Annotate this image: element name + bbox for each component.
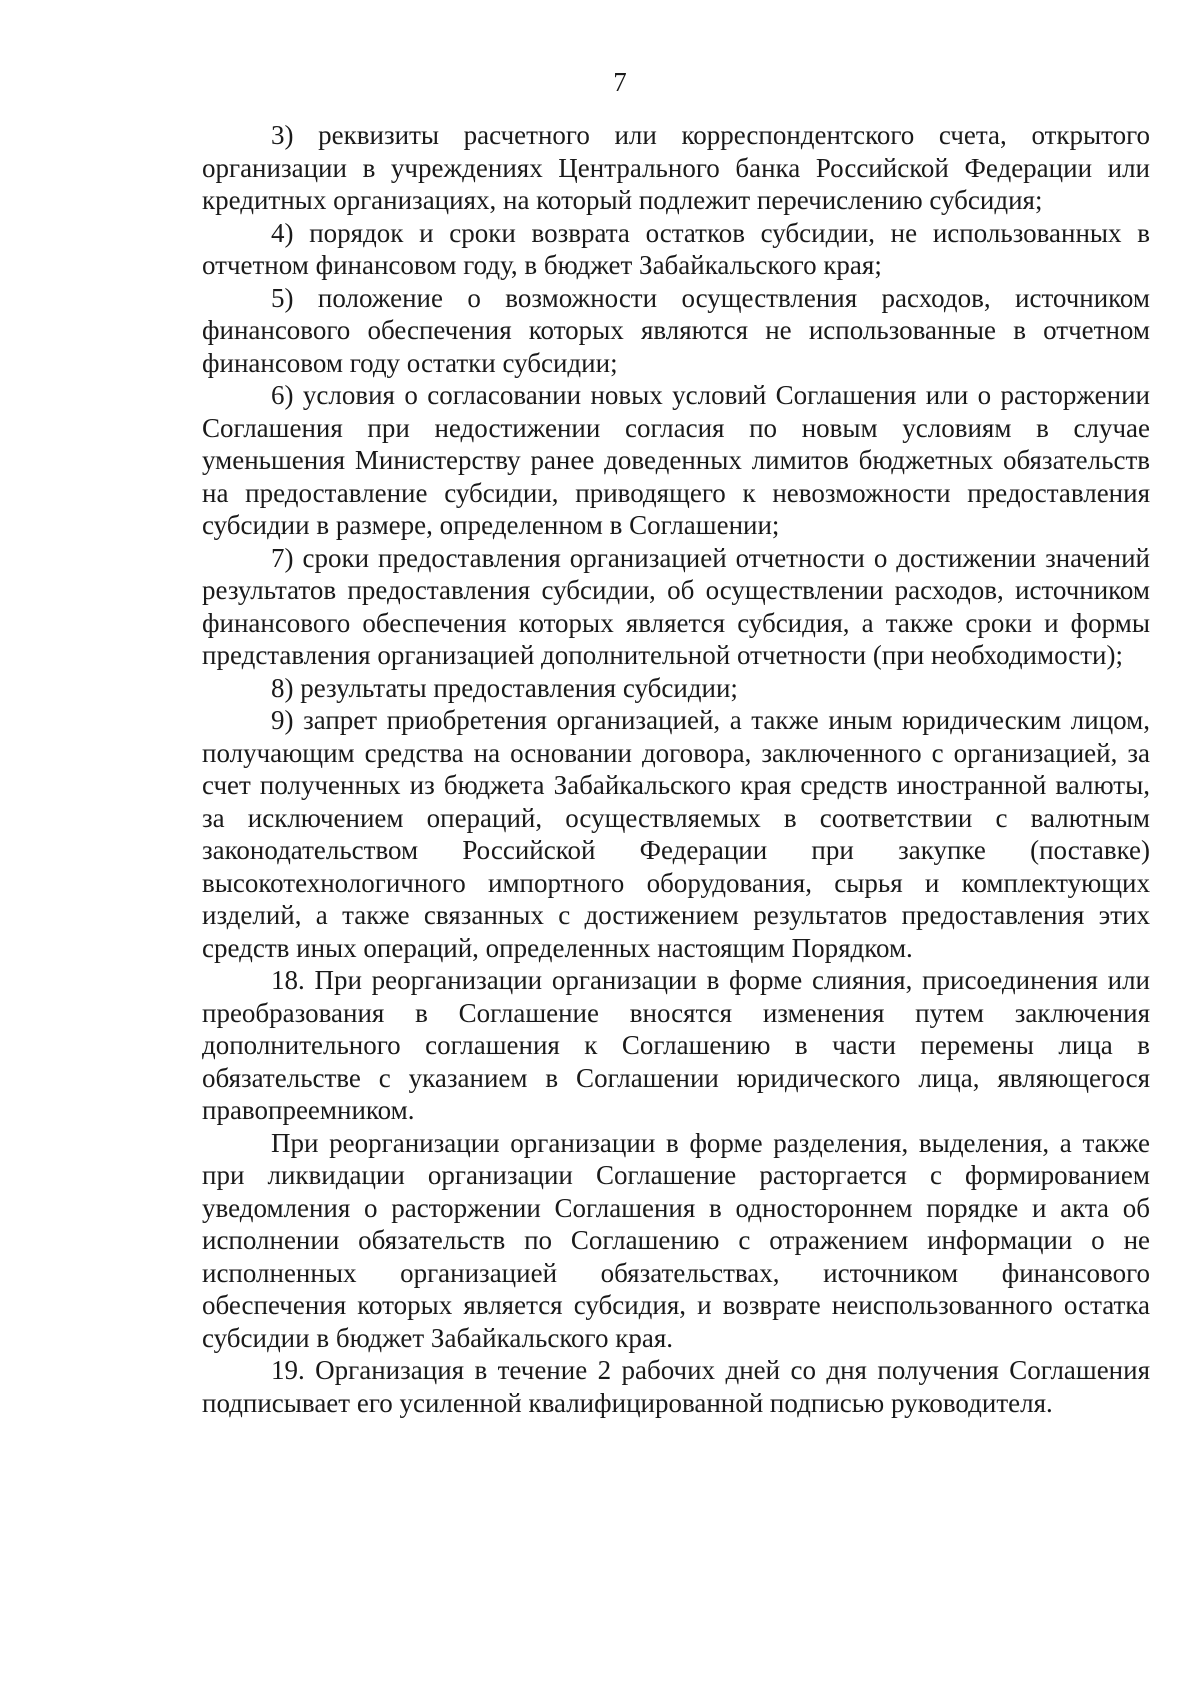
paragraph-item-9: 9) запрет приобретения организацией, а также иным юридическим лицом, получающим средства на основании договора, заключенного с организацией, за счет полученных из бюджета Забайкальского края средств иностранной валюты, за исключением операций, осуществляемых в соответствии с валютным законодательством Российской Федерации при закупке (поставке) высокотехнологичного импортного оборудования, сырья и комплектующих изделий, а также связанных с достижением результатов предоставления этих средств иных операций, определенных настоящим Порядком.: [202, 705, 1150, 963]
paragraph-clause-19: 19. Организация в течение 2 рабочих дней со дня получения Соглашения подписывает его усиленной квалифицированной подписью руководителя.: [202, 1355, 1150, 1418]
document-body: [202, 119, 1150, 1419]
paragraph-item-3: 3) реквизиты расчетного или корреспондентского счета, открытого организации в учреждениях Центрального банка Российской Федерации или кредитных организациях, на который подлежит перечислению субсидия;: [202, 120, 1150, 215]
paragraph-item-6: 6) условия о согласовании новых условий Соглашения или о расторжении Соглашения при недостижении согласия по новым условиям в случае уменьшения Министерству ранее доведенных лимитов бюджетных обязательств на предоставление субсидии, приводящего к невозможности предоставления субсидии в размере, определенном в Соглашении;: [202, 380, 1150, 540]
paragraph-item-8: 8) результаты предоставления субсидии;: [271, 672, 738, 703]
paragraph-item-7: 7) сроки предоставления организацией отчетности о достижении значений результатов предоставления субсидии, об осуществлении расходов, источником финансового обеспечения которых является субсидия, а также сроки и формы представления организацией дополнительной отчетности (при необходимости);: [202, 542, 1150, 670]
paragraph-item-5: 5) положение о возможности осуществления расходов, источником финансового обеспечения которых являются не использованные в отчетном финансовом году остатки субсидии;: [202, 282, 1150, 378]
page-number: 7: [613, 67, 627, 97]
paragraph-item-4: 4) порядок и сроки возврата остатков субсидии, не использованных в отчетном финансовом году, в бюджет Забайкальского края;: [202, 217, 1150, 280]
paragraph-clause-18-continued: При реорганизации организации в форме разделения, выделения, а также при ликвидации организации Соглашение расторгается с формированием уведомления о расторжении Соглашения в одностороннем порядке и акта об исполнении обязательств по Соглашению с отражением информации о не исполненных организацией обязательствах, источником финансового обеспечения которых является субсидия, и возврате неиспользованного остатка субсидии в бюджет Забайкальского края.: [202, 1127, 1150, 1353]
paragraph-clause-18: 18. При реорганизации организации в форме слияния, присоединения или преобразования в Соглашение вносятся изменения путем заключения дополнительного соглашения к Соглашению в части перемены лица в обязательстве с указанием в Соглашении юридического лица, являющегося правопреемником.: [202, 965, 1150, 1125]
